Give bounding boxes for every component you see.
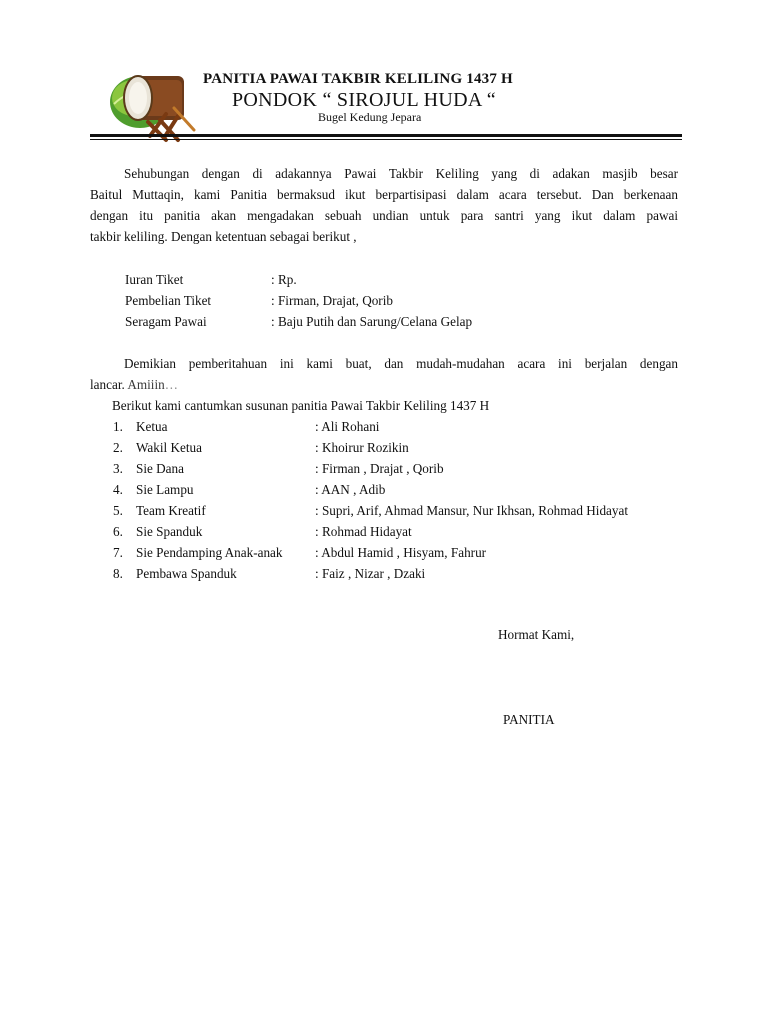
committee-row [0,524,768,545]
committee-row [0,440,768,461]
closing-line: Demikian pemberitahuan ini kami buat, dan mudah-mudahan acara ini berjalan dengan [124,356,678,371]
intro-line: dengan itu panitia akan mengadakan sebuah undian untuk para santri yang ikut dalam pawai [90,208,678,223]
committee-role: Sie Lampu [136,482,194,497]
header-divider-thick [90,134,682,137]
committee-names: : Ali Rohani [315,419,380,434]
committee-names: : Rohmad Hidayat [315,524,412,539]
committee-number: 2. [113,440,123,455]
term-label: Iuran Tiket [125,272,184,287]
committee-row [0,482,768,503]
committee-names: : Khoirur Rozikin [315,440,409,455]
institution-name: PONDOK “ SIROJUL HUDA “ [232,89,496,111]
closing-line [90,374,678,395]
committee-number: 7. [113,545,123,560]
intro-line: Baitul Muttaqin, kami Panitia bermaksud ikut berpartisipasi dalam acara tersebut. Dan berkenaan [90,187,678,202]
header-divider-thin [90,139,682,140]
term-value: : Rp. [271,272,297,287]
closing-amiin: Amiiin [127,377,165,392]
committee-names: : Supri, Arif, Ahmad Mansur, Nur Ikhsan, Rohmad Hidayat [315,503,629,518]
committee-number: 3. [113,461,123,476]
committee-role: Sie Spanduk [136,524,203,539]
committee-names: : Faiz , Nizar , Dzaki [315,566,426,581]
committee-number: 8. [113,566,123,581]
closing-lancar: lancar. [90,377,125,392]
term-row [0,293,768,313]
committee-row [0,566,768,587]
closing-ellipsis: … [164,377,178,392]
committee-names: : AAN , Adib [315,482,386,497]
committee-number: 5. [113,503,123,518]
committee-role: Wakil Ketua [136,440,202,455]
term-label: Pembelian Tiket [125,293,212,308]
committee-row [0,545,768,566]
committee-role: Ketua [136,419,168,434]
term-label: Seragam Pawai [125,314,207,329]
term-row [0,314,768,334]
committee-role: Pembawa Spanduk [136,566,237,581]
committee-role: Team Kreatif [136,503,206,518]
committee-names: : Abdul Hamid , Hisyam, Fahrur [315,545,487,560]
term-value: : Firman, Drajat, Qorib [271,293,393,308]
committee-role: Sie Pendamping Anak-anak [136,545,283,560]
committee-intro: Berikut kami cantumkan susunan panitia Pawai Takbir Keliling 1437 H [112,398,490,413]
intro-line: Sehubungan dengan di adakannya Pawai Takbir Keliling yang di adakan masjib besar [124,166,678,181]
intro-paragraph [90,163,678,247]
committee-number: 4. [113,482,123,497]
committee-header: PANITIA PAWAI TAKBIR KELILING 1437 H [203,71,513,87]
committee-role: Sie Dana [136,461,184,476]
signoff-greeting: Hormat Kami, [498,627,575,642]
committee-names: : Firman , Drajat , Qorib [315,461,444,476]
signoff-signer: PANITIA [503,712,555,727]
committee-number: 6. [113,524,123,539]
committee-list [0,419,768,587]
committee-row [0,503,768,524]
committee-row [0,419,768,440]
intro-line: takbir keliling. Dengan ketentuan sebagai berikut , [90,229,357,244]
closing-paragraph [90,353,678,395]
term-row [0,272,768,292]
term-value: : Baju Putih dan Sarung/Celana Gelap [271,314,473,329]
committee-row [0,461,768,482]
drum-bedug-logo-icon [104,64,200,144]
committee-number: 1. [113,419,123,434]
institution-address: Bugel Kedung Jepara [318,110,422,124]
